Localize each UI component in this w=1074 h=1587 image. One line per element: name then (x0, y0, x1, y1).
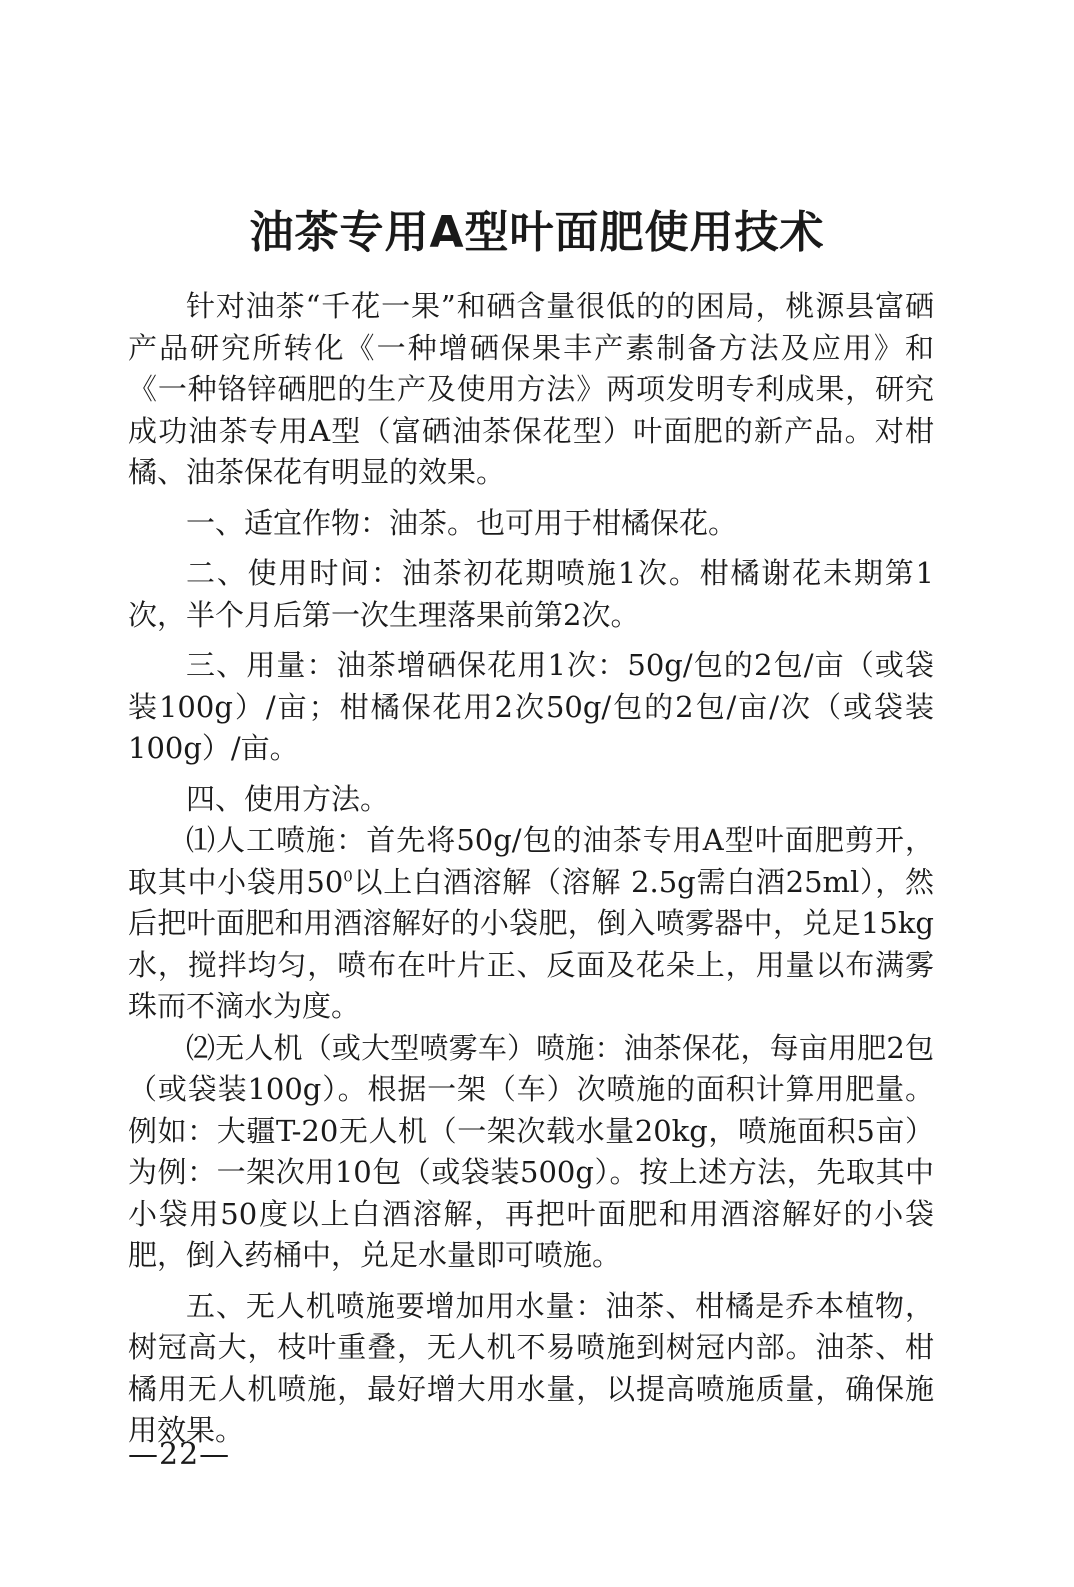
method-manual-paragraph: ⑴人工喷施：首先将50g/包的油茶专用A型叶面肥剪开，取其中小袋用$50^0$以上白酒溶解（溶解 2.5g需白酒25ml），然后把叶面肥和用酒溶解好的小袋肥，倒入喷雾器中，兑足15kg水，搅拌均匀，喷布在叶片正、反面及花朵上，用量以布满雾珠而不滴水为度。 (128, 823, 935, 1023)
degree-superscript: 0 (343, 866, 353, 885)
section-heading: 四、使用方法。 (186, 781, 390, 816)
section-timing (128, 553, 934, 636)
section-method (128, 779, 934, 821)
intro-paragraph: 针对油茶“千花一果”和硒含量很低的的困局，桃源县富硒产品研究所转化《一种增硒保果丰产素制备方法及应用》和《一种铬锌硒肥的生产及使用方法》两项发明专利成果，研究成功油茶专用A型（富硒油茶保花型）叶面肥的新产品。对柑橘、油茶保花有明显的效果。 (128, 289, 934, 489)
section-heading: 五、无人机喷施要增加用水量 (186, 1288, 576, 1323)
section-text: ：油茶、柑橘是乔本植物，树冠高大，枝叶重叠，无人机不易喷施到树冠内部。油茶、柑橘用无人机喷施，最好增大用水量，以提高喷施质量，确保施用效果。 (128, 1288, 934, 1447)
section-heading: 三、用量 (186, 648, 307, 682)
section-text: ：油茶增硒保花用1次：50g/包的2包/亩（或袋装100g）/亩；柑橘保花用2次50g/包的2包/亩/次（或袋装100g）/亩。 (128, 648, 934, 765)
section-text: ：油茶。也可用于柑橘保花。 (360, 505, 738, 540)
section-drone-water (128, 1286, 934, 1452)
article-body (128, 286, 934, 1452)
section-heading: 一、适宜作物 (186, 505, 361, 540)
section-crops (128, 503, 934, 545)
section-text: ：油茶初花期喷施1次。柑橘谢花未期第1次，半个月后第一次生理落果前第2次。 (128, 556, 934, 632)
page-title: 油茶专用A型叶面肥使用技术 (249, 207, 825, 258)
method-drone-paragraph: ⑵无人机（或大型喷雾车）喷施：油茶保花，每亩用肥2包（或袋装100g）。根据一架（车）次喷施的面积计算用肥量。例如：大疆T-20无人机（一架次载水量20kg，喷施面积5亩）为例：一架次用10包（或袋装500g）。按上述方法，先取其中小袋用50度以上白酒溶解，再把叶面肥和用酒溶解好的小袋肥，倒入药桶中，兑足水量即可喷施。 (128, 1030, 934, 1272)
section-heading: 二、使用时间 (186, 556, 372, 590)
section-dosage (128, 645, 934, 770)
page-number: —22— (128, 1437, 231, 1472)
